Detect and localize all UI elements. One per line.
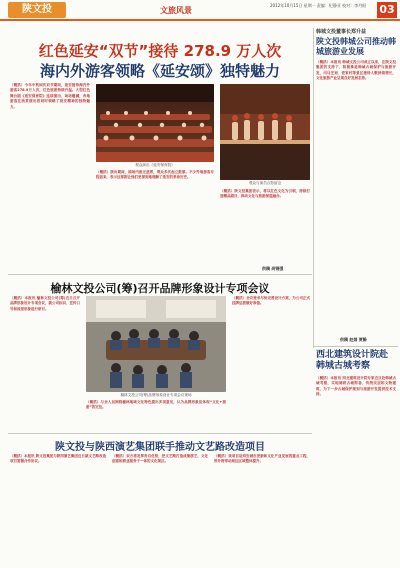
middle-photo-caption: 榆林文投公司(筹)品牌形象设计专项会议现场 — [120, 393, 192, 397]
section-divider-1 — [8, 274, 312, 275]
lead-photo-2-caption: 观众与演员合影留念 — [248, 181, 282, 185]
middle-photo — [86, 296, 226, 392]
lead-headline-2: 海内外游客领略《延安颂》独特魅力 — [39, 62, 280, 80]
lead-photo-1 — [96, 84, 214, 162]
paraphrase-note: （概括）演出期间，剧场内座无虚席，观众多次起立鼓掌。不少外地游客专程前来，表示这部剧让他们更深刻地理解了延安的革命历史。 — [96, 170, 214, 180]
bottom-body-3 — [214, 454, 310, 564]
sidebar-byline: 供稿 赵娟 贾静 — [340, 337, 367, 342]
middle-body-right — [232, 296, 310, 430]
page-number: 03 — [377, 2, 397, 18]
sidebar-divider — [313, 28, 314, 348]
lead-photo-1-caption: 观众演出《延安保育院》 — [135, 163, 175, 167]
sidebar-body — [316, 60, 396, 336]
dateline: 2012年10月15日 星期一 责编：纪静亚 校对：李丹阳 — [270, 3, 367, 8]
paraphrase-note: （概括）与会人员围绕榆林地域文化特色提出多项意见，认为品牌形象应体现“文化+旅游”的定位。 — [86, 400, 226, 410]
bottom-headline: 陕文投与陕西演艺集团联手推动文艺路改造项目 — [55, 442, 265, 453]
paraphrase-note: （概括）本报讯 西北建筑设计院专家近日赴韩城古城考察，实地调研古城街巷、传统民居和文物建筑，为下一步古城保护规划与旅游开发提供技术支持。 — [316, 376, 396, 397]
paraphrase-note: （概括）该项目是西安城市更新和文化产业发展的重点工程，预计将带动周边区域整体提升。 — [214, 454, 310, 464]
middle-body-left — [10, 296, 80, 430]
bottom-body-1 — [10, 454, 106, 564]
lead-body-mid — [96, 170, 214, 271]
section-divider-2 — [314, 346, 398, 347]
paraphrase-note: （概括）本报讯 陕文投集团与陕西演艺集团近日就文艺路改造项目签署合作协议。 — [10, 454, 106, 464]
lead-headline-1: 红色延安“双节”接待 278.9 万人次 — [38, 42, 282, 60]
newspaper-logo: 陕文投 — [8, 2, 66, 18]
middle-body-mid — [86, 400, 226, 430]
middle-headline: 榆林文投公司(筹)召开品牌形象设计专项会议 — [50, 282, 270, 295]
paraphrase-note: （概括）本报讯 韩城文投公司成立以来，在陕文投集团的支持下，积极推进韩城古城保护与旅游开发，司马迁祠、党家村等景区接待人数持续增长，文化旅游产业呈现良好发展态势。 — [316, 60, 396, 81]
paraphrase-note: （概括）双方将发挥各自优势，把文艺路打造成集演艺、文化创意和商业服务于一体的文化街区。 — [112, 454, 208, 464]
paraphrase-note: （概括）陕文投集团表示，将以红色文化为引领，持续打造精品剧目，推动文化与旅游深度融合。 — [220, 189, 310, 199]
bottom-body-2 — [112, 454, 208, 564]
section-label: 文旅风景 — [160, 6, 192, 15]
lead-photo-2 — [220, 84, 310, 180]
section-divider-3 — [8, 433, 312, 434]
paraphrase-note: （概括）本报讯 榆林文投公司(筹)近日召开品牌形象设计专项会议，就公司标识、宣传口号和视觉形象进行研讨。 — [10, 296, 80, 311]
right-story-body — [316, 376, 396, 562]
paraphrase-note: （概括）会议要求尽快完善设计方案，为公司正式挂牌运营做好准备。 — [232, 296, 310, 306]
right-story-headline: 西北建筑设计院赴韩城古城考察 — [316, 350, 389, 371]
masthead-rule — [0, 19, 400, 21]
lead-body-left — [10, 83, 90, 271]
lead-body-right — [220, 189, 310, 263]
sidebar-headline: 陕文投韩城公司推动韩城旅游业发展 — [316, 37, 396, 56]
lead-byline: 供稿 尚锦强 — [262, 266, 284, 271]
sidebar-kicker: 韩城文投董事长郑升益 — [316, 29, 367, 35]
paraphrase-note: （概括）今年中秋国庆双节期间，延安接待海内外游客278.9万人次，红色旅游持续升温。大型红色舞台剧《延安保育院》连续演出、场场爆满，各地游客在欣赏演出的同时领略了延安精神的独特魅力。 — [10, 83, 90, 109]
